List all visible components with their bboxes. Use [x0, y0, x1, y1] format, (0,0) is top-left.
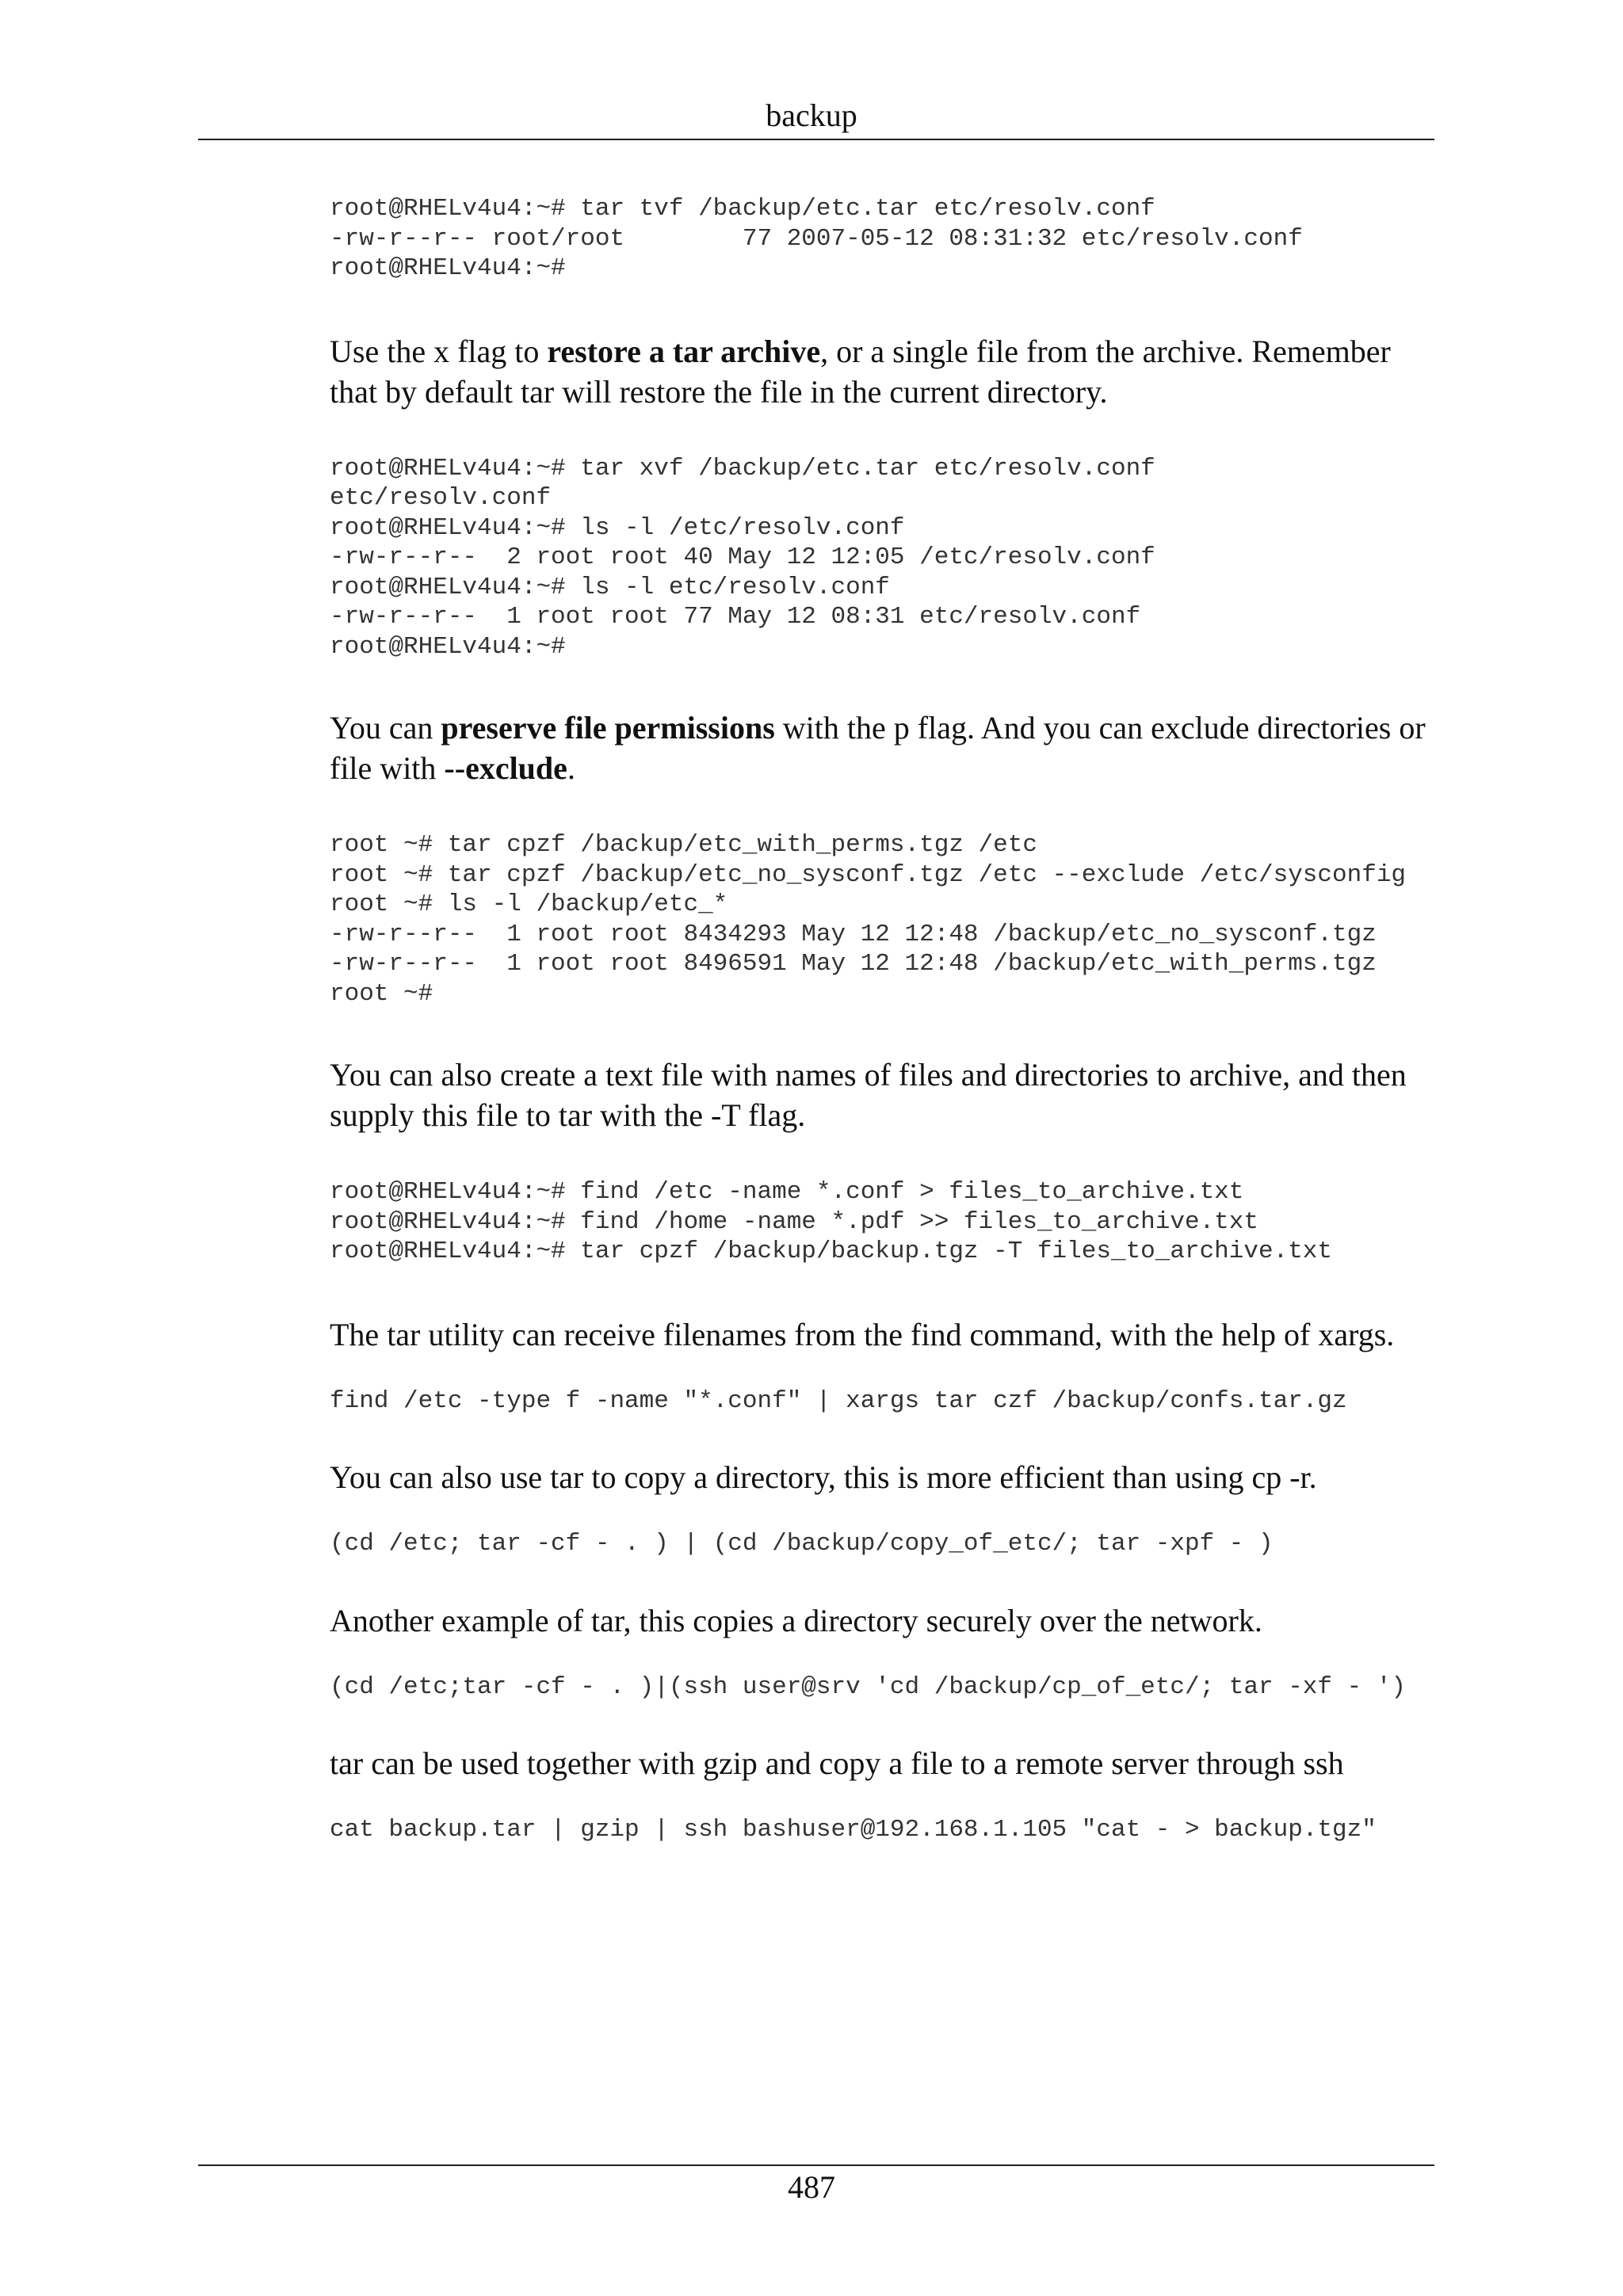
code-line: -rw-r--r-- 1 root root 77 May 12 08:31 etc/resolv.conf: [330, 603, 1141, 631]
page-header-title: backup: [766, 97, 857, 133]
code-block-network-copy: [330, 1672, 1434, 1703]
code-block-xargs: [330, 1386, 1434, 1417]
page-number: 487: [788, 2169, 835, 2205]
bold-term: restore a tar archive: [547, 333, 821, 369]
paragraph-text: with the p flag. And you can exclude directories or file with: [330, 710, 1426, 786]
code-line: root@RHELv4u4:~# tar tvf /backup/etc.tar etc/resolv.conf: [330, 195, 1155, 223]
page-content: [330, 194, 1434, 1845]
code-block-gzip-ssh: [330, 1815, 1434, 1845]
code-line: cat backup.tar | gzip | ssh bashuser@192.168.1.105 "cat - > backup.tgz": [330, 1816, 1377, 1844]
paragraph-text: You can: [330, 710, 441, 746]
code-line: -rw-r--r-- 1 root root 8434293 May 12 12:48 /backup/etc_no_sysconf.tgz: [330, 920, 1377, 948]
code-line: root ~#: [330, 979, 433, 1008]
code-line: root@RHELv4u4:~# ls -l etc/resolv.conf: [330, 573, 890, 601]
code-line: root ~# tar cpzf /backup/etc_with_perms.tgz /etc: [330, 831, 1037, 859]
paragraph-text: Use the x flag to: [330, 333, 548, 369]
code-block-tar-list: [330, 194, 1434, 284]
bold-term: preserve file permissions: [441, 710, 775, 746]
code-line: root@RHELv4u4:~# find /home -name *.pdf >> files_to_archive.txt: [330, 1207, 1258, 1236]
code-line: root@RHELv4u4:~# find /etc -name *.conf > files_to_archive.txt: [330, 1178, 1244, 1206]
code-line: root ~# tar cpzf /backup/etc_no_sysconf.tgz /etc --exclude /etc/sysconfig: [330, 860, 1407, 889]
paragraph-gzip-ssh: tar can be used together with gzip and copy a file to a remote server through ssh: [330, 1745, 1344, 1781]
paragraph-network-copy: Another example of tar, this copies a directory securely over the network.: [330, 1602, 1262, 1638]
code-line: root@RHELv4u4:~#: [330, 632, 566, 661]
bold-term: --exclude: [444, 750, 567, 786]
code-line: (cd /etc; tar -cf - . ) | (cd /backup/copy_of_etc/; tar -xpf - ): [330, 1530, 1274, 1558]
code-block-copy-directory: [330, 1529, 1434, 1559]
code-block-tar-T-flag: [330, 1177, 1434, 1267]
code-line: root@RHELv4u4:~# tar cpzf /backup/backup.tgz -T files_to_archive.txt: [330, 1238, 1333, 1265]
paragraph-restore: [330, 331, 1434, 412]
code-line: -rw-r--r-- 2 root root 40 May 12 12:05 /etc/resolv.conf: [330, 543, 1155, 571]
code-line: -rw-r--r-- root/root 77 2007-05-12 08:31:32 etc/resolv.conf: [330, 224, 1303, 253]
paragraph-text: .: [567, 750, 575, 786]
code-block-tar-exclude: [330, 830, 1434, 1009]
code-line: -rw-r--r-- 1 root root 8496591 May 12 12:48 /backup/etc_with_perms.tgz: [330, 950, 1377, 978]
paragraph-text: , or a single file from the archive. Remember that by default tar will restore the file in the current directory.: [330, 333, 1391, 410]
paragraph-copy-directory: You can also use tar to copy a directory, this is more efficient than using cp -r.: [330, 1459, 1317, 1495]
code-block-tar-extract: [330, 454, 1434, 662]
paragraph-file-list: You can also create a text file with names of files and directories to archive, and then supply this file to tar with the -T flag.: [330, 1057, 1407, 1133]
code-line: root@RHELv4u4:~# tar xvf /backup/etc.tar etc/resolv.conf: [330, 454, 1155, 482]
code-line: etc/resolv.conf: [330, 484, 552, 512]
code-line: root ~# ls -l /backup/etc_*: [330, 891, 728, 918]
header-rule: [198, 139, 1434, 140]
code-line: root@RHELv4u4:~# ls -l /etc/resolv.conf: [330, 513, 905, 542]
code-line: find /etc -type f -name "*.conf" | xargs tar czf /backup/confs.tar.gz: [330, 1386, 1347, 1415]
code-line: root@RHELv4u4:~#: [330, 254, 566, 282]
paragraph-xargs: The tar utility can receive filenames from the find command, with the help of xargs.: [330, 1316, 1395, 1352]
code-line: (cd /etc;tar -cf - . )|(ssh user@srv 'cd /backup/cp_of_etc/; tar -xf - '): [330, 1672, 1407, 1701]
paragraph-permissions: [330, 707, 1434, 788]
